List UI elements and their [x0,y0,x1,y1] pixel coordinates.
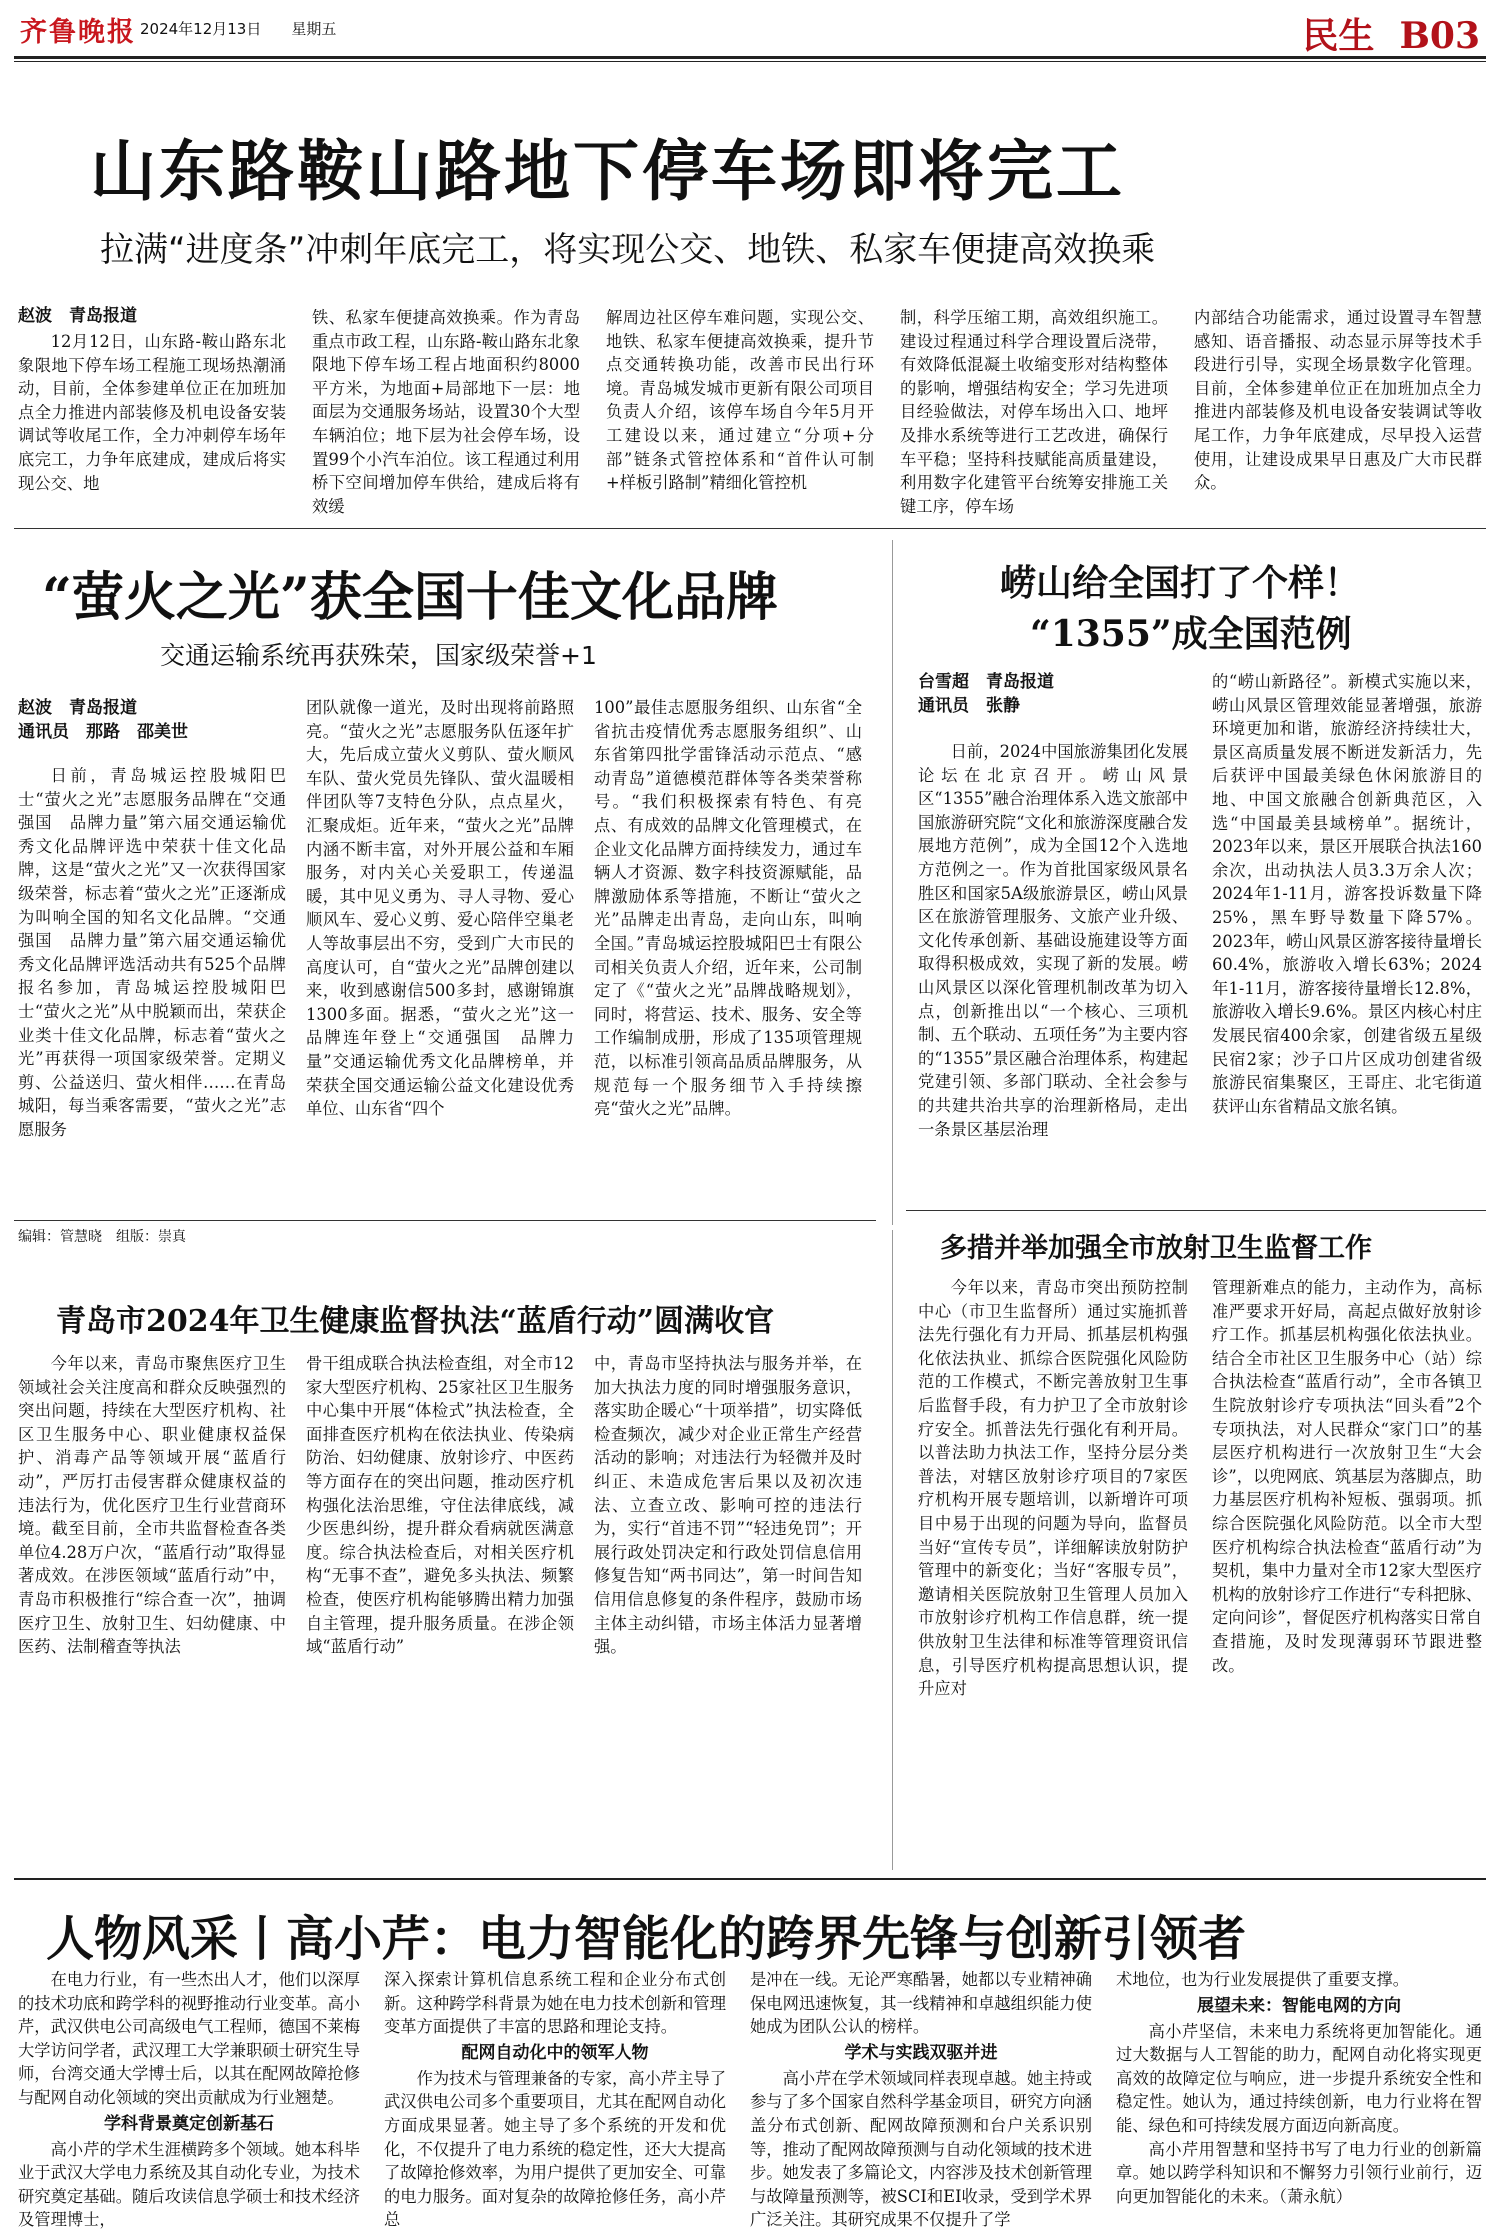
article5-title: 多措并举加强全市放射卫生监督工作 [940,1233,1372,1264]
article4-col2 [306,1352,574,1860]
issue-date [140,18,336,39]
article3-byline [918,670,1054,718]
column-divider [892,1230,893,1870]
article6-subhead: 展望未来：智能电网的方向 [1197,1995,1401,2016]
article3-title-line1: 崂山给全国打了个样！ [1000,562,1361,604]
section-divider [14,1220,876,1221]
article2-text: 100”最佳志愿服务组织、山东省“全省抗击疫情优秀志愿服务组织”、山东省第四批学雷锋活动示范点、“感动青岛”道德模范群体等各类荣誉称号。“我们积极探索有特色、有亮点、有成效的品牌文化管理模式，在企业文化品牌方面持续发力，通过车辆人才资源、数字科技资源赋能，品牌激励体系等措施，不断让“萤火之光”品牌走出青岛，走向山东，叫响全国。”青岛城运控股城阳巴士有限公司相关负责人介绍，近年来，公司制定了《“萤火之光”品牌战略规划》，同时，将营运、技术、服务、安全等工作编制成册，形成了135项管理规范，以标准引领高品质品牌服务，从规范每一个服务细节入手持续擦亮“萤火之光”品牌。 [594,698,862,1119]
article1-col3 [606,306,874,515]
article5-col1 [918,1276,1188,1860]
section-name: 民生 [1302,15,1375,57]
article1-text: 内部结合功能需求，通过设置寻车智慧感知、语音播报、动态显示屏等技术手段进行引导，实现全场景数字化管理。目前，全体参建单位正在加班加点全力推进内部装修及机电设备安装调试等收尾工作，力争年底建成，尽早投入运营使用，让建设成果早日惠及广大市民群众。 [1194,308,1482,493]
article2-text: 团队就像一道光，及时出现将前路照亮。“萤火之光”志愿服务队伍逐年扩大，先后成立萤火义剪队、萤火顺风车队、萤火党员先锋队、萤火温暖相伴团队等7支特色分队，点点星火，汇聚成炬。近年来，“萤火之光”品牌内涵不断丰富，对外开展公益和车厢服务，对内关心关爱职工，传递温暖，其中见义勇为、寻人寻物、爱心顺风车、爱心义剪、爱心陪伴空巢老人等故事层出不穷，受到广大市民的高度认可，自“萤火之光”品牌创建以来，收到感谢信500多封，感谢锦旗1300多面。据悉，“萤火之光”这一品牌连年登上“交通强国 品牌力量”交通运输优秀文化品牌榜单，并荣获全国交通运输公益文化建设优秀单位、山东省“四个 [306,698,574,1119]
article3-title-line2: “1355”成全国范例 [1030,613,1352,655]
article6-text: 术地位，也为行业发展提供了重要支撑。 [1116,1970,1410,1989]
article2-col3 [594,696,862,1204]
article5-text: 管理新难点的能力，主动作为，高标准严要求开好局，高起点做好放射诊疗工作。抓基层机构强化依法执业。结合全市社区卫生服务中心（站）综合执法检查“蓝盾行动”，全市各镇卫生院放射诊疗专项执法“回头看”2个专项执法，对人民群众“家门口”的基层医疗机构进行一次放射卫生“大会诊”，以兜网底、筑基层为落脚点，助力基层医疗机构补短板、强弱项。抓综合医院强化风险防范。以全市大型医疗机构综合执法检查“蓝盾行动”为契机，集中力量对全市12家大型医疗机构的放射诊疗工作进行“专科把脉、定向问诊”，督促医疗机构落实日常自查措施，及时发现薄弱环节跟进整改。 [1212,1278,1482,1675]
section-label [1302,8,1480,59]
article6-text: 高小芹的学术生涯横跨多个领域。她本科毕业于武汉大学电力系统及其自动化专业，为技术研究奠定基础。随后攻读信息学硕士和技术经济及管理博士， [18,2139,360,2230]
article6-text: 在电力行业，有一些杰出人才，他们以深厚的技术功底和跨学科的视野推动行业变革。高小芹，武汉供电公司高级电气工程师，德国不莱梅大学访问学者，武汉理工大学兼职硕士研究生导师，台湾交通大学博士后，以其在配网故障抢修与配网自动化领域的突出贡献成为行业翘楚。 [18,1970,360,2107]
article5-col2 [1212,1276,1482,1860]
article6-col2 [384,1968,726,2230]
article3-text: 的“崂山新路径”。新模式实施以来，崂山风景区管理效能显著增强，旅游环境更加和谐，旅游经济持续壮大，景区高质量发展不断迸发新活力，先后获评中国最美绿色休闲旅游目的地、中国文旅融合创新典范区，入选“中国最美县域榜单”。据统计，2023年以来，景区开展联合执法160余次，出动执法人员3.3万余人次；2024年1-11月，游客投诉数量下降25%，黑车野导数量下降57%。2023年，崂山风景区游客接待量增长60.4%，旅游收入增长63%；2024年1-11月，游客接待量增长12.8%，旅游收入增长9.6%。景区内核心村庄发展民宿400余家，创建省级五星级民宿2家；沙子口片区成功创建省级旅游民宿集聚区，王哥庄、北宅街道获评山东省精品文旅名镇。 [1212,672,1482,1116]
article2-byline [18,696,188,744]
article6-text: 深入探索计算机信息系统工程和企业分布式创新。这种跨学科背景为她在电力技术创新和管理变革方面提供了丰富的思路和理论支持。 [384,1970,726,2037]
article6-text: 作为技术与管理兼备的专家，高小芹主导了武汉供电公司多个重要项目，尤其在配网自动化方面成果显著。她主导了多个系统的开发和优化，不仅提升了电力系统的稳定性，还大大提高了故障抢修效率，为用户提供了更加安全、可靠的电力服务。面对复杂的故障抢修任务，高小芹总 [384,2068,726,2230]
article6-title: 人物风采丨高小芹：电力智能化的跨界先锋与创新引领者 [46,1911,1247,1967]
article6-text: 高小芹坚信，未来电力系统将更加智能化。通过大数据与人工智能的助力，配网自动化将实现更高效的故障定位与响应，进一步提升系统安全性和稳定性。她认为，通过持续创新，电力行业将在智能、绿色和可持续发展方面迈向新高度。 [1116,2021,1482,2135]
article2-correspondent: 通讯员 那路 邵美世 [18,722,188,742]
article4-text: 中，青岛市坚持执法与服务并举，在加大执法力度的同时增强服务意识，落实助企暖心“十项举措”，切实降低检查频次，减少对企业正常生产经营活动的影响；对违法行为轻微并及时纠正、未造成危害后果以及初次违法、立查立改、影响可控的违法行为，实行“首违不罚”“轻违免罚”；开展行政处罚决定和行政处罚信息信用修复告知“两书同达”，第一时间告知信用信息修复的条件程序，鼓励市场主体主动纠错，市场主体活力显著增强。 [594,1354,862,1657]
article2-reporter: 赵波 青岛报道 [18,698,137,718]
article6-col1 [18,1968,360,2230]
article3-correspondent: 通讯员 张静 [918,696,1020,716]
article3-col1 [918,740,1188,1200]
article6-col4 [1116,1968,1482,2206]
header-rule-thin [14,61,1486,62]
article3-text: 日前，2024中国旅游集团化发展论坛在北京召开。崂山风景区“1355”融合治理体系入选文旅部中国旅游研究院“文化和旅游深度融合发展地方范例”，成为全国12个入选地方范例之一。作为首批国家级风景名胜区和国家5A级旅游景区，崂山风景区在旅游管理服务、文旅产业升级、文化传承创新、基础设施建设等方面取得积极成效，实现了新的发展。崂山风景区以深化管理机制改革为切入点，创新推出以“一个核心、三项机制、五个联动、五项任务”为主要内容的“1355”景区融合治理体系，构建起党建引领、多部门联动、全社会参与的共建共治共享的治理新格局，走出一条景区基层治理 [918,742,1188,1139]
article1-text: 解周边社区停车难问题，实现公交、地铁、私家车便捷高效换乘，提升节点交通转换功能，改善市民出行环境。青岛城发城市更新有限公司项目负责人介绍，该停车场自今年5月开工建设以来，通过建立“分项+分部”链条式管控体系和“首件认可制+样板引路制”精细化管控机 [606,308,874,493]
article6-subhead: 配网自动化中的领军人物 [461,2042,649,2063]
article2-title: “萤火之光”获全国十佳文化品牌 [42,567,778,628]
article6-col3 [750,1968,1092,2230]
newspaper-logo: 齐鲁晚报 [20,17,136,48]
article1-col1 [18,330,286,515]
article1-text: 制，科学压缩工期，高效组织施工。建设过程通过科学合理设置后浇带，有效降低混凝土收缩变形对结构整体的影响，增强结构安全；学习先进项目经验做法，对停车场出入口、地坪及排水系统等进行工艺改进，确保行车平稳；坚持科技赋能高质量建设，利用数字化建管平台统筹安排施工关键工序，停车场 [900,308,1168,516]
section-divider [14,1878,1486,1880]
article1-text: 铁、私家车便捷高效换乘。作为青岛重点市政工程，山东路-鞍山路东北象限地下停车场工程占地面积约8000平方米，为地面+局部地下一层：地面层为交通服务场站，设置30个大型车辆泊位；地下层为社会停车场，设置99个小汽车泊位。该工程通过利用桥下空间增加停车供给，建成后将有效缓 [312,308,580,516]
article4-title: 青岛市2024年卫生健康监督执法“蓝盾行动”圆满收官 [56,1304,775,1339]
article4-text: 骨干组成联合执法检查组，对全市12家大型医疗机构、25家社区卫生服务中心集中开展“体检式”执法检查，全面排查医疗机构在依法执业、传染病防治、妇幼健康、放射诊疗、中医药等方面存在的突出问题，推动医疗机构强化法治思维，守住法律底线，减少医患纠纷，提升群众看病就医满意度。综合执法检查后，对相关医疗机构“无事不查”，避免多头执法、频繁检查，使医疗机构能够腾出精力加强自主管理，提升服务质量。在涉企领域“蓝盾行动” [306,1354,574,1657]
article1-col5 [1194,306,1482,515]
article6-subhead: 学科背景奠定创新基石 [104,2113,274,2134]
article1-byline: 赵波 青岛报道 [18,306,137,326]
article1-text: 12月12日，山东路-鞍山路东北象限地下停车场工程施工现场热潮涌动，目前，全体参建单位正在加班加点全力推进内部装修及机电设备安装调试等收尾工作，全力冲刺停车场年底完工，力争年底建成，建成后将实现公交、地 [18,332,286,493]
article6-text: 高小芹在学术领域同样表现卓越。她主持或参与了多个国家自然科学基金项目，研究方向涵盖分布式创新、配网故障预测和台户关系识别等，推动了配网故障预测与自动化领域的技术进步。她发表了多篇论文，内容涉及技术创新管理与故障量预测等，被SCI和EI收录，受到学术界广泛关注。其研究成果不仅提升了学 [750,2068,1092,2230]
article6-text: 高小芹用智慧和坚持书写了电力行业的创新篇章。她以跨学科知识和不懈努力引领行业前行，迈向更加智能化的未来。（萧永航） [1116,2139,1482,2206]
column-divider [892,540,893,1225]
article3-reporter: 台雪超 青岛报道 [918,672,1054,692]
editor-credit: 编辑：管慧晓 组版：崇真 [18,1229,186,1245]
article4-col1 [18,1352,286,1860]
section-divider [906,1210,1486,1211]
article1-deck: 拉满“进度条”冲刺年底完工，将实现公交、地铁、私家车便捷高效换乘 [100,230,1156,270]
article6-subhead: 学术与实践双驱并进 [844,2042,998,2063]
article4-col3 [594,1352,862,1860]
article1-col4 [900,306,1168,515]
section-divider [14,528,1486,529]
article1-col2 [312,306,580,515]
page-number: B03 [1399,15,1480,57]
weekday-text: 星期五 [291,20,337,38]
date-text: 2024年12月13日 [140,20,262,38]
header-rule [14,56,1486,59]
article6-text: 是冲在一线。无论严寒酷暑，她都以专业精神确保电网迅速恢复，其一线精神和卓越组织能力使她成为团队公认的榜样。 [750,1970,1092,2037]
article3-col2 [1212,670,1482,1200]
article2-col2 [306,696,574,1204]
article4-text: 今年以来，青岛市聚焦医疗卫生领域社会关注度高和群众反映强烈的突出问题，持续在大型医疗机构、社区卫生服务中心、职业健康权益保护、消毒产品等领域开展“蓝盾行动”，严厉打击侵害群众健康权益的违法行为，优化医疗卫生行业营商环境。截至目前，全市共监督检查各类单位4.28万户次，“蓝盾行动”取得显著成效。在涉医领域“蓝盾行动”中，青岛市积极推行“综合查一次”，抽调医疗卫生、放射卫生、妇幼健康、中医药、法制稽查等执法 [18,1354,286,1657]
article2-col1 [18,764,286,1204]
article5-text: 今年以来，青岛市突出预防控制中心（市卫生监督所）通过实施抓普法先行强化有力开局、抓基层机构强化依法执业、抓综合医院强化风险防范的工作模式，不断完善放射卫生事后监督手段，有力护卫了全市放射诊疗安全。抓普法先行强化有利开局。以普法助力执法工作，坚持分层分类普法，对辖区放射诊疗项目的7家医疗机构开展专题培训，以新增许可项目中易于出现的问题为导向，监督员当好“宣传专员”，详细解读放射防护管理中的新变化；当好“客服专员”，邀请相关医院放射卫生管理人员加入市放射诊疗机构工作信息群，统一提供放射卫生法律和标准等管理资讯信息，引导医疗机构提高思想认识，提升应对 [918,1278,1188,1699]
article2-text: 日前，青岛城运控股城阳巴士“萤火之光”志愿服务品牌在“交通强国 品牌力量”第六届交通运输优秀文化品牌评选中荣获十佳文化品牌，这是“萤火之光”又一次获得国家级荣誉，标志着“萤火之光”正逐渐成为叫响全国的知名文化品牌。“交通强国 品牌力量”第六届交通运输优秀文化品牌评选活动共有525个品牌报名参加，青岛城运控股城阳巴士“萤火之光”从中脱颖而出，荣获企业类十佳文化品牌，标志着“萤火之光”再获得一项国家级荣誉。定期义剪、公益送归、萤火相伴……在青岛城阳，每当乘客需要，“萤火之光”志愿服务 [18,766,286,1139]
article2-deck: 交通运输系统再获殊荣，国家级荣誉+1 [160,641,597,670]
article1-title: 山东路鞍山路地下停车场即将完工 [90,132,1125,210]
